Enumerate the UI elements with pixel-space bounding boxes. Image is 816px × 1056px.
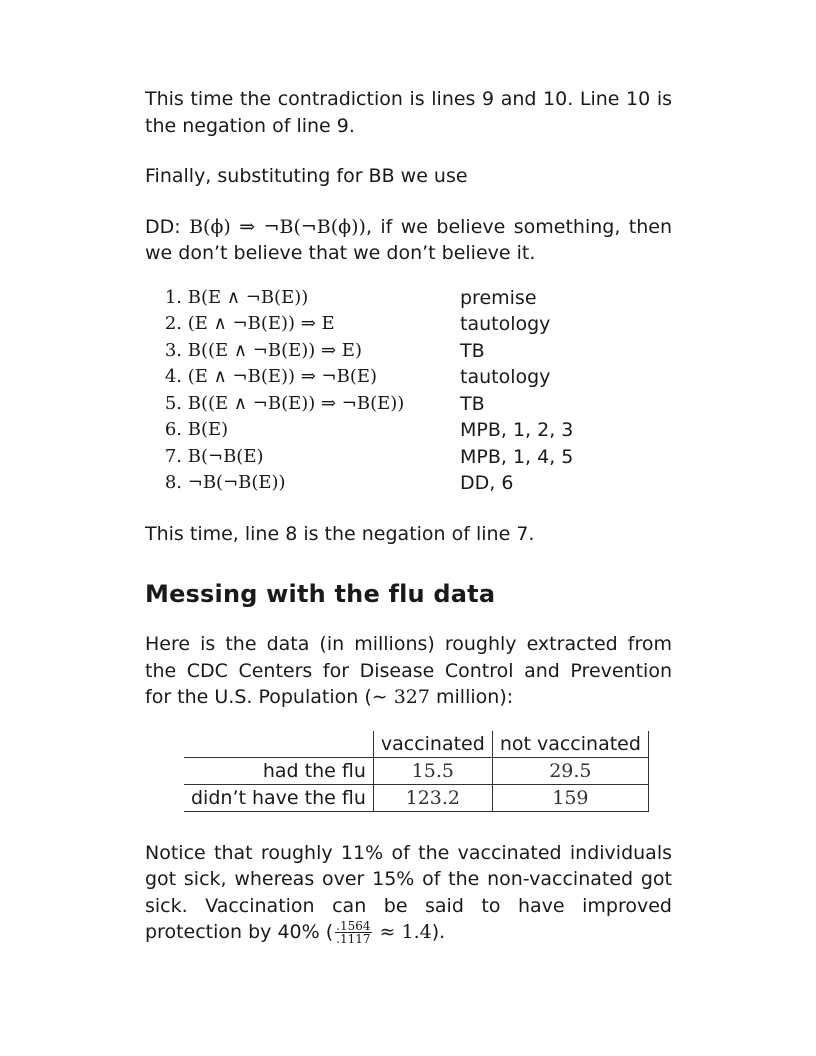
- proof-row: [145, 338, 672, 365]
- proof-expression: B((E ∧ ¬B(E)) ⇒ ¬B(E)): [187, 392, 405, 414]
- fraction-denominator: .1117: [336, 932, 371, 946]
- paragraph-data-intro: Here is the data (in millions) roughly extracted from the CDC Centers for Disease Control and Prevention for the U.S. Population (∼ 327 million):: [145, 633, 672, 708]
- dd-text: , if we believe something, then we don’t believe that we don’t believe it.: [145, 215, 672, 264]
- approx-population: ∼ 327: [371, 686, 430, 708]
- proof-line-number: 5.: [164, 392, 182, 414]
- proof-row: [145, 364, 672, 391]
- table-cell: 159: [492, 784, 648, 811]
- proof-justification: MPB, 1, 4, 5: [460, 445, 574, 468]
- table-header-row: [184, 731, 648, 758]
- paragraph-contradiction: This time the contradiction is lines 9 and 10. Line 10 is the negation of line 9.: [145, 88, 672, 137]
- proof-row: [145, 285, 672, 312]
- table-corner-cell: [184, 731, 373, 758]
- proof-expression: B(E ∧ ¬B(E)): [187, 286, 309, 308]
- proof-expression: (E ∧ ¬B(E)) ⇒ E: [187, 313, 335, 334]
- paragraph-negation: This time, line 8 is the negation of line 7.: [145, 522, 535, 545]
- proof-row: [145, 311, 672, 338]
- proof-list: [145, 285, 672, 497]
- proof-expression: ¬B(¬B(E)): [187, 472, 286, 493]
- proof-justification: TB: [460, 339, 485, 362]
- proof-expression: B(E): [187, 419, 229, 440]
- proof-line-number: 2.: [164, 313, 182, 334]
- table-cell: 15.5: [373, 757, 492, 784]
- fraction: [335, 920, 371, 945]
- proof-expression: B((E ∧ ¬B(E)) ⇒ E): [187, 339, 362, 361]
- flu-data-table: [184, 731, 649, 812]
- dd-formula: B(ϕ) ⇒ ¬B(¬B(ϕ)): [189, 215, 366, 238]
- proof-line-number: 1.: [164, 286, 182, 308]
- proof-line-number: 7.: [164, 445, 182, 467]
- table-row: [184, 757, 648, 784]
- proof-expression: B(¬B(E): [187, 445, 264, 467]
- approx-ratio: ≈ 1.4: [373, 921, 432, 943]
- proof-justification: premise: [460, 286, 537, 309]
- row-label: had the flu: [184, 757, 373, 784]
- table-row: [184, 784, 648, 811]
- section-heading: Messing with the flu data: [145, 580, 496, 608]
- proof-expression: (E ∧ ¬B(E)) ⇒ ¬B(E): [187, 366, 378, 387]
- dd-label: DD:: [145, 215, 181, 238]
- table-cell: 29.5: [492, 757, 648, 784]
- proof-justification: TB: [460, 392, 485, 415]
- proof-line-number: 6.: [164, 419, 182, 440]
- flu-table-wrapper: [184, 731, 672, 812]
- proof-justification: tautology: [460, 313, 551, 335]
- proof-line-number: 4.: [164, 366, 182, 387]
- column-header: not vaccinated: [492, 731, 648, 758]
- paragraph-dd-definition: [145, 214, 672, 267]
- proof-row: [145, 444, 672, 471]
- column-header: vaccinated: [373, 731, 492, 758]
- proof-justification: DD, 6: [460, 472, 514, 494]
- paragraph-substitute: Finally, substituting for BB we use: [145, 165, 468, 187]
- fraction-numerator: .1564: [336, 919, 371, 933]
- proof-line-number: 8.: [164, 472, 182, 493]
- document-page: [145, 86, 672, 946]
- proof-row: [145, 470, 672, 497]
- proof-justification: MPB, 1, 2, 3: [460, 419, 574, 441]
- paragraph-notice: Notice that roughly 11% of the vaccinated individuals got sick, whereas over 15% of the non-vaccinated got sick. Vaccination can be said to have improved protection by 40% ( $\frac{.1564}{.1117}$ ≈ 1.4).: [145, 841, 672, 946]
- proof-line-number: 3.: [164, 339, 182, 361]
- row-label: didn’t have the flu: [184, 784, 373, 811]
- proof-justification: tautology: [460, 366, 551, 388]
- proof-row: [145, 417, 672, 444]
- proof-row: [145, 391, 672, 418]
- table-cell: 123.2: [373, 784, 492, 811]
